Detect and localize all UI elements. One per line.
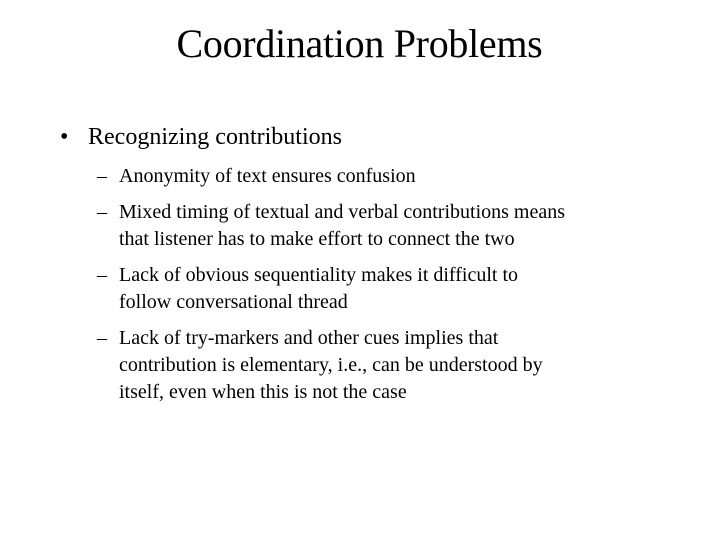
bullet-text: Recognizing contributions xyxy=(88,124,342,150)
sub-item-text-line: Lack of obvious sequentiality makes it difficult to xyxy=(119,264,518,286)
sub-item-text-line: contribution is elementary, i.e., can be understood by xyxy=(119,354,543,376)
sub-item-marker: – xyxy=(97,327,107,349)
sub-item-text-line: Anonymity of text ensures confusion xyxy=(119,165,416,187)
sub-item-marker: – xyxy=(97,165,107,187)
sub-item-text-line: follow conversational thread xyxy=(119,291,348,313)
sub-item-marker: – xyxy=(97,201,107,223)
sub-item-text-line: Mixed timing of textual and verbal contributions means xyxy=(119,201,566,223)
sub-item-text-line: itself, even when this is not the case xyxy=(119,381,407,403)
slide-title: Coordination Problems xyxy=(176,21,543,66)
bullet-marker: • xyxy=(60,124,69,150)
sub-item-text-line: Lack of try-markers and other cues implies that xyxy=(119,327,499,349)
sub-item-marker: – xyxy=(97,264,107,286)
sub-item-text-line: that listener has to make effort to connect the two xyxy=(119,228,515,250)
